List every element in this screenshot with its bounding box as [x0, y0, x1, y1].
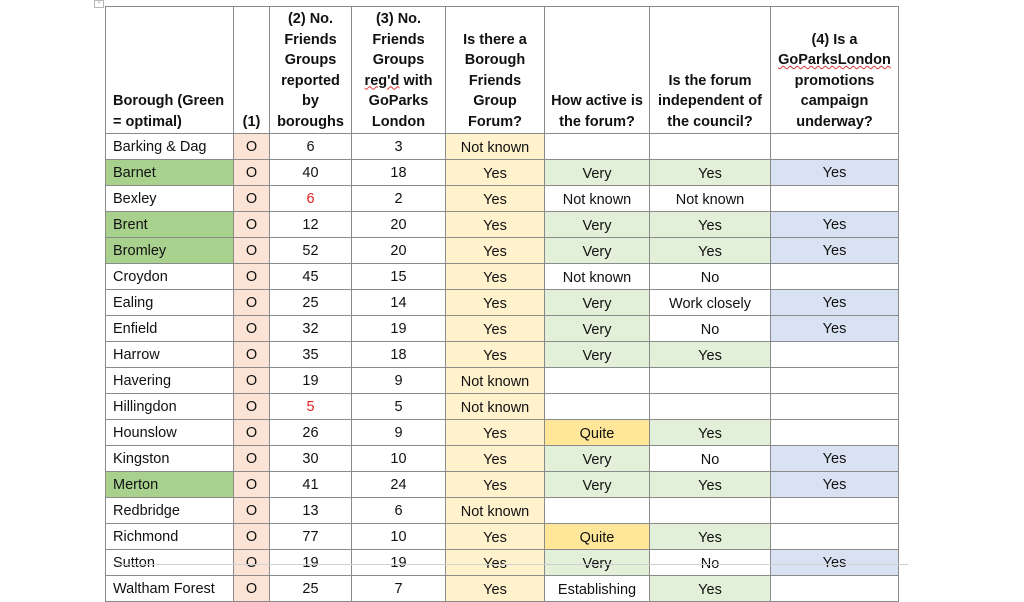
cell-independent: Yes	[650, 160, 771, 186]
cell-col1: O	[234, 160, 270, 186]
cell-borough: Waltham Forest	[106, 576, 234, 602]
cell-independent: Yes	[650, 342, 771, 368]
table-row	[106, 446, 899, 472]
cell-active: Very	[545, 290, 650, 316]
cell-borough: Barking & Dag	[106, 134, 234, 160]
table-body	[106, 134, 899, 602]
cell-registered: 10	[352, 524, 446, 550]
cell-col1: O	[234, 420, 270, 446]
cell-borough: Brent	[106, 212, 234, 238]
cell-borough: Bromley	[106, 238, 234, 264]
cell-reported: 26	[270, 420, 352, 446]
cell-registered: 9	[352, 420, 446, 446]
cell-campaign	[771, 498, 899, 524]
cell-borough: Hillingdon	[106, 394, 234, 420]
cell-reported: 77	[270, 524, 352, 550]
cell-reported: 6	[270, 186, 352, 212]
cell-borough: Richmond	[106, 524, 234, 550]
cell-col1: O	[234, 550, 270, 576]
header-registered-prefix: (3) No. Friends Groups	[372, 11, 425, 68]
cell-campaign: Yes	[771, 212, 899, 238]
cell-independent	[650, 134, 771, 160]
table-row	[106, 368, 899, 394]
cell-col1: O	[234, 290, 270, 316]
cell-campaign: Yes	[771, 550, 899, 576]
cell-campaign	[771, 186, 899, 212]
cell-forum: Not known	[446, 368, 545, 394]
table-row	[106, 550, 899, 576]
cell-reported: 35	[270, 342, 352, 368]
cell-registered: 24	[352, 472, 446, 498]
cell-registered: 20	[352, 212, 446, 238]
cell-active: Quite	[545, 524, 650, 550]
header-forum: Is there a Borough Friends Group Forum?	[446, 7, 545, 134]
cell-campaign	[771, 368, 899, 394]
cell-col1: O	[234, 264, 270, 290]
table-row	[106, 160, 899, 186]
cell-borough: Enfield	[106, 316, 234, 342]
cell-active: Very	[545, 472, 650, 498]
cell-independent	[650, 368, 771, 394]
cell-independent: No	[650, 264, 771, 290]
table-row	[106, 186, 899, 212]
header-campaign-word: GoParksLondon	[778, 52, 891, 68]
cell-registered: 19	[352, 550, 446, 576]
cell-active	[545, 134, 650, 160]
cell-reported: 52	[270, 238, 352, 264]
cell-active: Very	[545, 446, 650, 472]
cell-borough: Kingston	[106, 446, 234, 472]
cell-registered: 9	[352, 368, 446, 394]
cell-registered: 10	[352, 446, 446, 472]
friends-groups-table	[105, 6, 899, 602]
cell-registered: 14	[352, 290, 446, 316]
cell-independent	[650, 498, 771, 524]
cell-reported: 19	[270, 550, 352, 576]
cell-reported: 5	[270, 394, 352, 420]
cell-borough: Ealing	[106, 290, 234, 316]
cell-independent	[650, 394, 771, 420]
cell-col1: O	[234, 524, 270, 550]
cell-borough: Havering	[106, 368, 234, 394]
cell-forum: Yes	[446, 316, 545, 342]
cell-registered: 15	[352, 264, 446, 290]
cell-forum: Yes	[446, 576, 545, 602]
cell-forum: Not known	[446, 498, 545, 524]
cell-forum: Yes	[446, 420, 545, 446]
table-row	[106, 576, 899, 602]
cell-independent: Not known	[650, 186, 771, 212]
table-row	[106, 212, 899, 238]
header-active: How active is the forum?	[545, 7, 650, 134]
table-row	[106, 420, 899, 446]
header-row	[106, 7, 899, 134]
cell-campaign	[771, 524, 899, 550]
cell-active: Establishing	[545, 576, 650, 602]
header-registered	[352, 7, 446, 134]
cell-forum: Yes	[446, 264, 545, 290]
cell-reported: 40	[270, 160, 352, 186]
cell-active: Not known	[545, 186, 650, 212]
cell-active: Very	[545, 342, 650, 368]
header-campaign-prefix: (4) Is a	[811, 31, 858, 48]
cell-registered: 7	[352, 576, 446, 602]
cell-campaign: Yes	[771, 472, 899, 498]
cell-borough: Hounslow	[106, 420, 234, 446]
cell-col1: O	[234, 368, 270, 394]
cell-reported: 25	[270, 576, 352, 602]
cell-reported: 45	[270, 264, 352, 290]
cell-reported: 13	[270, 498, 352, 524]
cell-campaign	[771, 420, 899, 446]
cell-campaign	[771, 264, 899, 290]
cell-independent: No	[650, 316, 771, 342]
table-row	[106, 290, 899, 316]
cell-forum: Yes	[446, 550, 545, 576]
cell-registered: 19	[352, 316, 446, 342]
cell-forum: Yes	[446, 238, 545, 264]
cell-forum: Yes	[446, 524, 545, 550]
cell-borough: Redbridge	[106, 498, 234, 524]
header-reported: (2) No. Friends Groups reported by boroughs	[270, 7, 352, 134]
page-bottom-rule	[118, 564, 908, 565]
cell-active: Quite	[545, 420, 650, 446]
cell-col1: O	[234, 134, 270, 160]
table-row	[106, 134, 899, 160]
table-row	[106, 264, 899, 290]
table-row	[106, 316, 899, 342]
cell-forum: Yes	[446, 342, 545, 368]
header-borough: Borough (Green = optimal)	[106, 7, 234, 134]
cell-independent: Yes	[650, 576, 771, 602]
cell-independent: No	[650, 446, 771, 472]
cell-registered: 5	[352, 394, 446, 420]
cell-forum: Yes	[446, 290, 545, 316]
cell-col1: O	[234, 186, 270, 212]
cell-registered: 20	[352, 238, 446, 264]
cell-forum: Yes	[446, 212, 545, 238]
cell-forum: Yes	[446, 160, 545, 186]
cell-reported: 32	[270, 316, 352, 342]
cell-active: Not known	[545, 264, 650, 290]
cell-active: Very	[545, 550, 650, 576]
header-col1: (1)	[234, 7, 270, 134]
header-registered-word: reg'd	[364, 72, 400, 89]
cell-campaign	[771, 134, 899, 160]
cell-col1: O	[234, 342, 270, 368]
table-row	[106, 394, 899, 420]
cell-reported: 30	[270, 446, 352, 472]
table-row	[106, 524, 899, 550]
table-row	[106, 498, 899, 524]
cell-col1: O	[234, 316, 270, 342]
cell-reported: 12	[270, 212, 352, 238]
cell-forum: Not known	[446, 134, 545, 160]
cell-campaign	[771, 342, 899, 368]
cell-forum: Yes	[446, 186, 545, 212]
cell-independent: Yes	[650, 420, 771, 446]
cell-borough: Sutton	[106, 550, 234, 576]
cell-active	[545, 368, 650, 394]
cell-reported: 41	[270, 472, 352, 498]
cell-campaign: Yes	[771, 290, 899, 316]
cell-registered: 18	[352, 342, 446, 368]
header-independent: Is the forum independent of the council?	[650, 7, 771, 134]
cell-active: Very	[545, 316, 650, 342]
cell-registered: 6	[352, 498, 446, 524]
cell-col1: O	[234, 576, 270, 602]
cell-active	[545, 394, 650, 420]
cell-registered: 3	[352, 134, 446, 160]
cell-campaign: Yes	[771, 160, 899, 186]
cell-campaign: Yes	[771, 316, 899, 342]
header-campaign	[771, 7, 899, 134]
header-registered-suffix: with GoParks London	[368, 72, 433, 130]
cell-forum: Yes	[446, 472, 545, 498]
table-row	[106, 342, 899, 368]
cell-forum: Not known	[446, 394, 545, 420]
table-row	[106, 238, 899, 264]
cell-borough: Bexley	[106, 186, 234, 212]
cell-independent: No	[650, 550, 771, 576]
cell-borough: Barnet	[106, 160, 234, 186]
cell-col1: O	[234, 212, 270, 238]
cell-independent: Yes	[650, 212, 771, 238]
table-move-handle[interactable]: +	[94, 0, 104, 8]
cell-col1: O	[234, 472, 270, 498]
cell-campaign: Yes	[771, 238, 899, 264]
cell-col1: O	[234, 394, 270, 420]
cell-active: Very	[545, 238, 650, 264]
cell-col1: O	[234, 238, 270, 264]
cell-independent: Yes	[650, 524, 771, 550]
cell-campaign	[771, 394, 899, 420]
cell-reported: 6	[270, 134, 352, 160]
cell-active: Very	[545, 212, 650, 238]
cell-borough: Merton	[106, 472, 234, 498]
cell-independent: Work closely	[650, 290, 771, 316]
cell-reported: 25	[270, 290, 352, 316]
cell-forum: Yes	[446, 446, 545, 472]
cell-campaign: Yes	[771, 446, 899, 472]
cell-borough: Croydon	[106, 264, 234, 290]
cell-col1: O	[234, 446, 270, 472]
header-campaign-suffix: promotions campaign underway?	[794, 72, 875, 130]
cell-registered: 2	[352, 186, 446, 212]
cell-campaign	[771, 576, 899, 602]
cell-independent: Yes	[650, 238, 771, 264]
cell-borough: Harrow	[106, 342, 234, 368]
table-row	[106, 472, 899, 498]
cell-col1: O	[234, 498, 270, 524]
cell-reported: 19	[270, 368, 352, 394]
cell-independent: Yes	[650, 472, 771, 498]
cell-active	[545, 498, 650, 524]
cell-registered: 18	[352, 160, 446, 186]
cell-active: Very	[545, 160, 650, 186]
